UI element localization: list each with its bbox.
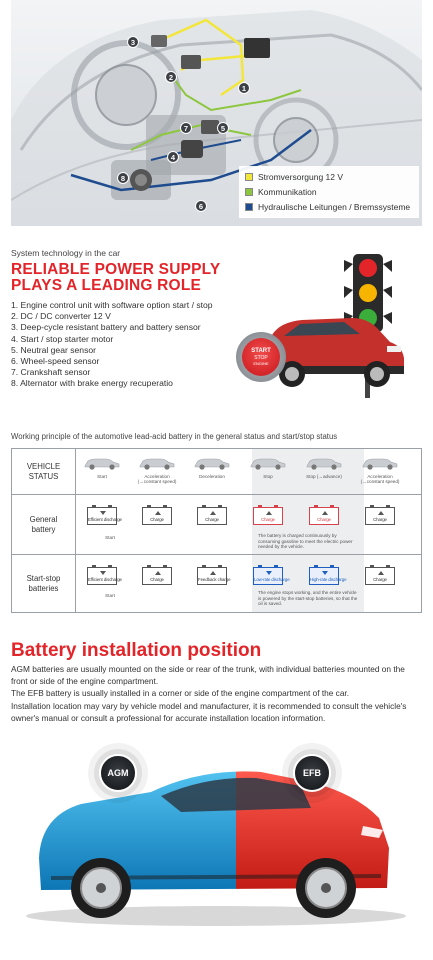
car-silhouette-icon bbox=[304, 456, 344, 470]
headline bbox=[11, 262, 220, 294]
car-silhouette-icon bbox=[82, 456, 122, 470]
install-paragraph-1: AGM batteries are usually mounted on the side or rear of the trunk, with individual batteries mounted on the front or side of the engine compartment. bbox=[11, 664, 405, 686]
legend-swatch-communication bbox=[245, 188, 253, 196]
battery-label: Charge bbox=[317, 517, 331, 522]
vehicle-status-label: Acceleration (→constant speed) bbox=[360, 474, 400, 485]
row-header-line-2: batteries bbox=[28, 583, 59, 593]
battery-icon bbox=[253, 507, 283, 525]
vehicle-status-cell bbox=[135, 456, 179, 485]
install-title: Battery installation position bbox=[11, 640, 262, 661]
system-caption: System technology in the car bbox=[11, 248, 121, 258]
list-item: 2. DC / DC converter 12 V bbox=[11, 311, 111, 322]
list-item: 5. Neutral gear sensor bbox=[11, 344, 97, 355]
battery-label: Charge bbox=[261, 517, 275, 522]
battery-label: Charge bbox=[373, 577, 387, 582]
arrow-icon bbox=[100, 571, 106, 575]
legend-label: Stromversorgung 12 V bbox=[258, 171, 344, 182]
general-note: The battery is charged continuously by consuming gasoline to meet the electric power needed by the vehicle. bbox=[258, 533, 353, 550]
startstop-start-note: Start bbox=[105, 593, 115, 598]
battery-icon bbox=[142, 507, 172, 525]
diagram-marker: 2 bbox=[165, 71, 177, 83]
row-header-line-1: Start-stop bbox=[26, 573, 61, 583]
arrow-icon bbox=[378, 571, 384, 575]
diagram-marker: 6 bbox=[195, 200, 207, 212]
battery-label: Charge bbox=[150, 517, 164, 522]
headline-line-1: RELIABLE POWER SUPPLY bbox=[11, 261, 221, 278]
car-silhouette-icon bbox=[137, 456, 177, 470]
battery-icon bbox=[309, 507, 339, 525]
diagram-marker: 8 bbox=[117, 172, 129, 184]
start-stop-illustration bbox=[232, 250, 422, 400]
car-silhouette-icon bbox=[360, 456, 400, 470]
list-item: 6. Wheel-speed sensor bbox=[11, 355, 100, 366]
diagram-marker: 4 bbox=[167, 151, 179, 163]
row-header-line-1: VEHICLE bbox=[26, 461, 61, 471]
vehicle-status-cell bbox=[190, 456, 234, 479]
vehicle-status-cell bbox=[80, 456, 124, 479]
efb-badge: EFB bbox=[293, 754, 331, 792]
car-silhouette-icon bbox=[192, 456, 232, 470]
startstop-note: The engine stops working, and the entire vehicle is powered by the start-stop batteries, so that the oil is saved. bbox=[258, 590, 358, 607]
battery-icon bbox=[365, 567, 395, 585]
battery-icon bbox=[87, 567, 122, 585]
general-start-note: Start bbox=[105, 535, 115, 540]
legend-item-hydraulic bbox=[245, 199, 413, 214]
arrow-icon bbox=[322, 511, 328, 515]
row-header-start-stop bbox=[12, 555, 76, 612]
car-silhouette-icon bbox=[248, 456, 288, 470]
vehicle-status-cell bbox=[358, 456, 402, 485]
arrow-icon bbox=[266, 511, 272, 515]
row-header-general bbox=[12, 495, 76, 554]
battery-label: Charge bbox=[205, 517, 219, 522]
table-row-general-battery bbox=[12, 495, 421, 555]
install-paragraph-3: Installation location may vary by vehicle model and manufacturer, it is recommended to consult the vehicle's owner's manual or consult a professional for accurate installation location information. bbox=[11, 701, 407, 723]
battery-label: Charge bbox=[150, 577, 164, 582]
battery-label: High-rate discharge bbox=[310, 577, 347, 582]
list-item: 1. Engine control unit with software option start / stop bbox=[11, 300, 213, 310]
battery-label: Efficient discharge bbox=[88, 577, 122, 582]
legend-swatch-hydraulic bbox=[245, 203, 253, 211]
battery-icon bbox=[197, 507, 227, 525]
vehicle-status-label: Acceleration (→constant speed) bbox=[137, 474, 177, 485]
battery-label: Charge bbox=[373, 517, 387, 522]
battery-icon bbox=[365, 507, 395, 525]
arrow-icon bbox=[155, 571, 161, 575]
legend-label: Hydraulische Leitungen / Bremssysteme bbox=[258, 201, 411, 212]
legend-item-communication bbox=[245, 184, 413, 199]
row-header-line-2: battery bbox=[31, 524, 56, 534]
install-paragraph-2: The EFB battery is usually installed in a corner or side of the engine compartment of the car. bbox=[11, 688, 350, 698]
agm-badge: AGM bbox=[99, 754, 137, 792]
arrow-icon bbox=[100, 511, 106, 515]
vehicle-status-cell bbox=[246, 456, 290, 479]
battery-icon bbox=[253, 567, 290, 585]
battery-icon bbox=[309, 567, 347, 585]
arrow-icon bbox=[210, 511, 216, 515]
arrow-icon bbox=[210, 571, 216, 575]
table-row-vehicle-status bbox=[12, 449, 421, 495]
list-item: 8. Alternator with brake energy recuperatio bbox=[11, 378, 173, 389]
legend-swatch-power bbox=[245, 173, 253, 181]
working-principle-table bbox=[11, 448, 422, 613]
diagram-marker: 7 bbox=[180, 122, 192, 134]
start-stop-button-icon bbox=[236, 332, 286, 382]
list-item: 3. Deep-cycle resistant battery and battery sensor bbox=[11, 322, 201, 333]
battery-label: Low-rate discharge bbox=[254, 577, 290, 582]
list-item: 4. Start / stop starter motor bbox=[11, 333, 114, 344]
battery-label: Feedback charge bbox=[198, 577, 231, 582]
diagram-marker: 5 bbox=[217, 122, 229, 134]
battery-icon bbox=[87, 507, 122, 525]
stop-label: STOP bbox=[254, 355, 268, 361]
feature-list bbox=[11, 300, 213, 390]
table-row-start-stop bbox=[12, 555, 421, 612]
vehicle-status-label: Start bbox=[97, 474, 107, 479]
arrow-icon bbox=[266, 571, 272, 575]
battery-icon bbox=[197, 567, 231, 585]
vehicle-status-label: Deceleration bbox=[199, 474, 225, 479]
system-diagram bbox=[11, 0, 422, 226]
row-header-vehicle bbox=[12, 449, 76, 494]
vehicle-status-label: Stop (→advance) bbox=[306, 474, 342, 479]
legend-label: Kommunikation bbox=[258, 186, 317, 197]
diagram-marker: 1 bbox=[238, 82, 250, 94]
battery-label: Efficient discharge bbox=[88, 517, 122, 522]
vehicle-status-label: Stop bbox=[263, 474, 273, 479]
diagram-marker: 3 bbox=[127, 36, 139, 48]
row-header-line-2: STATUS bbox=[28, 471, 59, 481]
row-header-line-1: General bbox=[29, 514, 58, 524]
arrow-icon bbox=[322, 571, 328, 575]
list-item: 7. Crankshaft sensor bbox=[11, 367, 91, 378]
engine-label: ENGINE bbox=[253, 361, 269, 366]
arrow-icon bbox=[378, 511, 384, 515]
legend-item-power bbox=[245, 169, 413, 184]
arrow-icon bbox=[155, 511, 161, 515]
diagram-legend bbox=[239, 166, 419, 218]
working-principle-caption: Working principle of the automotive lead-acid battery in the general status and start/stop status bbox=[11, 432, 338, 441]
headline-line-2: PLAYS A LEADING ROLE bbox=[11, 277, 202, 294]
vehicle-status-cell bbox=[302, 456, 346, 479]
start-label: START bbox=[251, 348, 271, 354]
battery-icon bbox=[142, 567, 172, 585]
sports-car-illustration bbox=[11, 738, 422, 960]
